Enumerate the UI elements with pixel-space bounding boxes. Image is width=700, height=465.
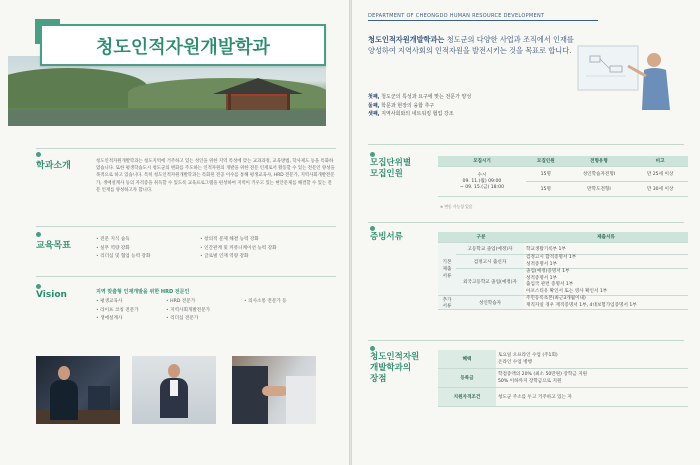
table-row: 등록금 학점증액의 20% (최소 50만원) 장학금 지원 50% 이하까지 장학금으로 지원	[438, 369, 688, 388]
table-row: 지원자격조건 청도군 주소를 두고 거주하고 있는 자	[438, 388, 688, 407]
goal-points: 첫째, 청도군의 특성과 요구에 맞는 전문가 양성 둘째, 학문과 현장의 융합 추구 셋째, 지역사회와의 네트워킹 협업 강조	[368, 94, 472, 117]
docs-heading: 증빙서류	[370, 232, 403, 243]
presenter-illustration	[576, 40, 676, 118]
cheongdo-pavilion-photo	[8, 56, 326, 126]
brochure-right-page	[352, 0, 700, 465]
recruit-heading: 모집단위별 모집인원	[370, 158, 411, 180]
goals-list-1: • 전문 지식 습득 • 실무 역량 강화 • 리더십 및 협업 능력 강화	[96, 236, 150, 262]
table-row: 기본 제출 서류 고등학교 졸업(예정)자 학교생활기록부 1부	[438, 243, 688, 255]
presenter-photo	[132, 356, 216, 424]
table-row: 추가 서류 성인학습자 주민등록초본(최근3개월이내) 재직자일 경우 재직증명서 1부, 4대보험가입증명서 1부	[438, 296, 688, 310]
page-title: 청도인적자원개발학과	[96, 37, 270, 58]
features-table	[438, 350, 688, 407]
vision-heading: Vision	[36, 290, 67, 300]
documents-table: 구분 제출서류 기본 제출 서류 고등학교 졸업(예정)자 학교생활기록부 1부 검정고시 출신자 검정고시 합격증명서 1부 성적증명서 1부 외국고등학교 졸업(예정)자 졸업(예정)증명서 1부 성적증명서 1부 출입국 관련 증명서 1부 아포스티유 확인서 또는 영사 확인서 1부 추가 서류 성인학습자 주민등록초본(최근3개월이내) 재직자일 경우 재직증명서 1부, 4대보험가입증명서 1부	[438, 232, 688, 310]
recruit-table: 모집시기 모집인원 전형유형 비고 수시 09. 11.(월) 09:00 ~ 09. 15.(금) 18:00 15명 성인학습자전형Ⅰ 만 25세 이상 15명 만학도전형Ⅰ 만 30세 이상	[438, 156, 688, 197]
table-row: 수시 09. 11.(월) 09:00 ~ 09. 15.(금) 18:00 15명 성인학습자전형Ⅰ 만 25세 이상	[438, 167, 688, 182]
vision-subtitle: 지역 맞춤형 인재개발을 위한 HRD 전문인	[96, 289, 190, 295]
table-row: 검정고시 출신자 검정고시 합격증명서 1부 성적증명서 1부	[438, 255, 688, 269]
about-text: 청도인적자원개발학과는 청도지역에 거주하고 있는 성인을 위한 지역 특성에 맞는 교과과정, 교육방법, 학사제도 등을 특화하였습니다. 또한 평생학습도시 청도군의 변화를 주도하는 인적자원의 개발을 위한 전문 인재로서 활동할 수 있는 전문인 양성을 목적으로 하고 있습니다. 특히 청도인적자원개발학과는 특화된 전공 이수를 통해 평생교육사, HRD 전문가, 지역사회개발전문가, 생애설계사 등의 자격증을 취득할 수 있도록 교육프로그램을 편성하여 지역이 키우고 있는 현안문제를 해결할 수 있는 전문 인재를 양성하고자 합니다.	[96, 159, 335, 193]
features-heading: 청도인적자원 개발학과의 장점	[370, 352, 419, 385]
lecture-photo	[36, 356, 120, 424]
recruit-note: ※ 변동 가능성 있음	[440, 204, 473, 209]
table-row: 혜택 토요일 오프라인 수업 (주1회) 온라인 수업 병행	[438, 350, 688, 369]
vision-list-1: • 평생교육사 • 라이프 코칭 전문가 • 생애설계사	[96, 298, 139, 324]
handshake-photo	[232, 356, 316, 424]
about-heading: 학과소개	[36, 158, 71, 171]
goals-heading: 교육목표	[36, 238, 71, 251]
table-row: 외국고등학교 졸업(예정)자 졸업(예정)증명서 1부 성적증명서 1부 출입국 관련 증명서 1부 아포스티유 확인서 또는 영사 확인서 1부	[438, 269, 688, 296]
department-english-name: DEPARTMENT OF CHEONGDO HUMAN RESOURCE DEVELOPMENT	[368, 13, 545, 19]
vision-list-2: • HRD 전문가 • 지역사회개발전문가 • 리더십 전문가	[166, 298, 210, 324]
title-banner	[40, 24, 326, 66]
intro-text: 청도인적자원개발학과는 청도군의 다양한 사업과 조직에서 인재를 양성하여 지역사회의 인적자원을 발전시키는 것을 목표로 합니다.	[368, 35, 574, 55]
vision-list-3: • 의사소통 전문가 등	[244, 298, 287, 307]
table-row: 15명 만학도전형Ⅰ 만 30세 이상	[438, 182, 688, 197]
goals-list-2: • 창의적 문제 해결 능력 강화 • 인간관계 및 커뮤니케이션 능력 강화 • 글로벌 인재 역량 강화	[200, 236, 277, 262]
